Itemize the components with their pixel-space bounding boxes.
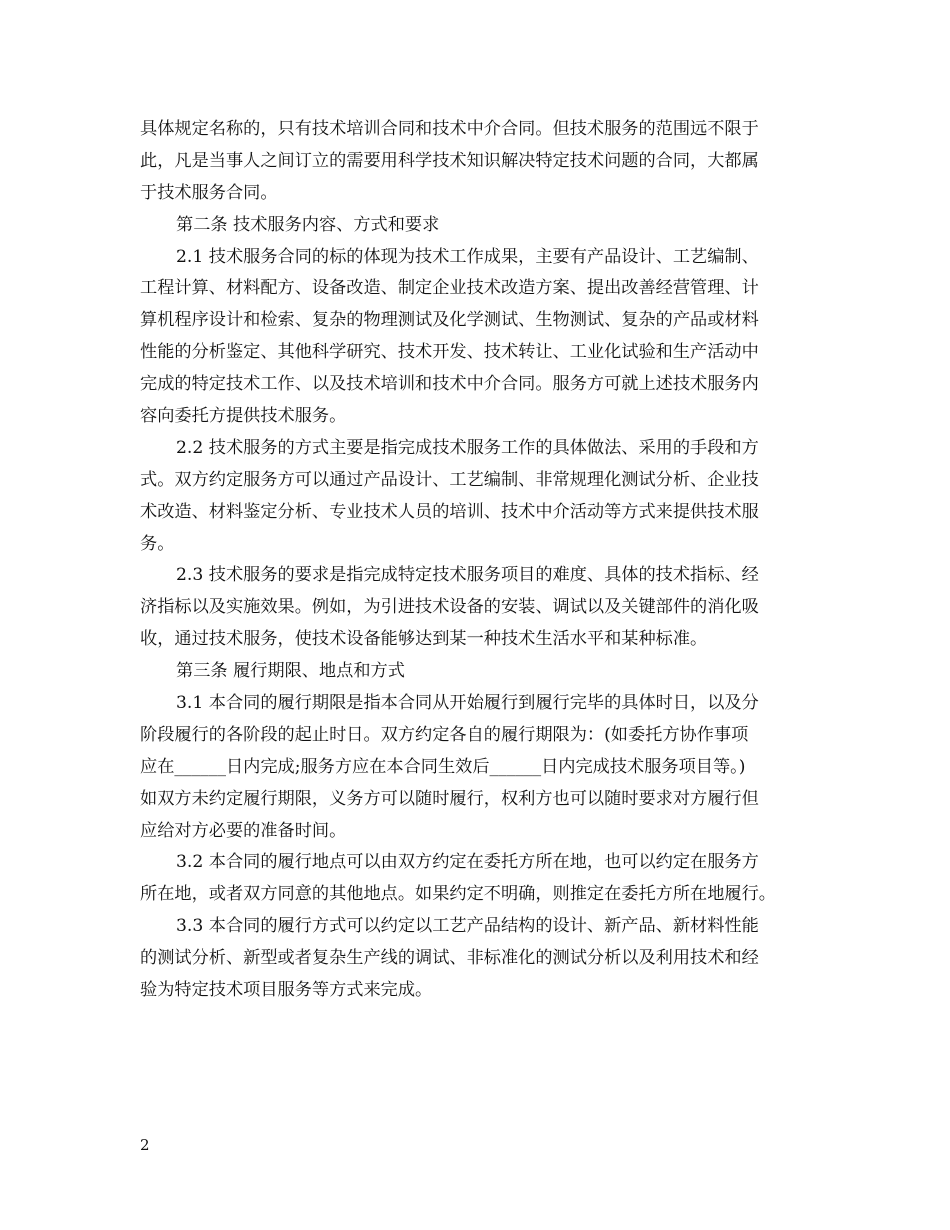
text-line: 工程计算、材料配方、设备改造、制定企业技术改造方案、提出改善经营管理、计 bbox=[140, 278, 759, 299]
text-line: 于技术服务合同。 bbox=[140, 182, 278, 203]
text-line: 济指标以及实施效果。例如，为引进技术设备的安装、调试以及关键部件的消化吸 bbox=[140, 597, 759, 618]
text-line: 应给对方必要的准备时间。 bbox=[140, 820, 347, 841]
text-line: 此，凡是当事人之间订立的需要用科学技术知识解决特定技术问题的合同，大都属 bbox=[140, 150, 759, 171]
text-line: 3.1 本合同的履行期限是指本合同从开始履行到履行完毕的具体时日，以及分 bbox=[176, 693, 759, 714]
text-line: 式。双方约定服务方可以通过产品设计、工艺编制、非常规理化测试分析、企业技 bbox=[140, 469, 759, 490]
page-number: 2 bbox=[140, 1136, 150, 1154]
text-line: 如双方未约定履行期限，义务方可以随时履行，权利方也可以随时要求对方履行但 bbox=[140, 788, 759, 809]
text-line: 性能的分析鉴定、其他科学研究、技术开发、技术转让、工业化试验和生产活动中 bbox=[140, 342, 759, 363]
text-line: 具体规定名称的，只有技术培训合同和技术中介合同。但技术服务的范围远不限于 bbox=[140, 119, 759, 139]
text-line: 2.1 技术服务合同的标的体现为技术工作成果，主要有产品设计、工艺编制、 bbox=[176, 246, 759, 267]
text-line: 所在地，或者双方同意的其他地点。如果约定不明确，则推定在委托方所在地履行。 bbox=[140, 884, 776, 905]
text-line: 3.3 本合同的履行方式可以约定以工艺产品结构的设计、新产品、新材料性能 bbox=[176, 916, 759, 937]
text-line: 第二条 技术服务内容、方式和要求 bbox=[176, 214, 440, 235]
text-line: 2.3 技术服务的要求是指完成特定技术服务项目的难度、具体的技术指标、经 bbox=[176, 565, 759, 586]
text-line: 容向委托方提供技术服务。 bbox=[140, 406, 347, 427]
text-line: 术改造、材料鉴定分析、专业技术人员的培训、技术中介活动等方式来提供技术服 bbox=[140, 501, 759, 522]
text-line: 完成的特定技术工作、以及技术培训和技术中介合同。服务方可就上述技术服务内 bbox=[140, 374, 759, 395]
text-line: 的测试分析、新型或者复杂生产线的调试、非标准化的测试分析以及利用技术和经 bbox=[140, 948, 759, 969]
text-line: 3.2 本合同的履行地点可以由双方约定在委托方所在地，也可以约定在服务方 bbox=[176, 852, 759, 873]
text-line: 阶段履行的各阶段的起止时日。双方约定各自的履行期限为：(如委托方协作事项 bbox=[140, 724, 749, 745]
text-line: 收，通过技术服务，使技术设备能够达到某一种技术生活水平和某种标准。 bbox=[140, 629, 708, 650]
text-line: 算机程序设计和检索、复杂的物理测试及化学测试、生物测试、复杂的产品或材料 bbox=[140, 310, 759, 331]
text-line: 2.2 技术服务的方式主要是指完成技术服务工作的具体做法、采用的手段和方 bbox=[176, 437, 759, 458]
text-line: 第三条 履行期限、地点和方式 bbox=[176, 661, 405, 682]
text-line: 务。 bbox=[140, 533, 175, 554]
text-line: 验为特定技术项目服务等方式来完成。 bbox=[140, 980, 433, 1001]
document-body bbox=[140, 114, 810, 1007]
text-line: 应在______日内完成;服务方应在本合同生效后______日内完成技术服务项目等。) bbox=[140, 756, 746, 777]
